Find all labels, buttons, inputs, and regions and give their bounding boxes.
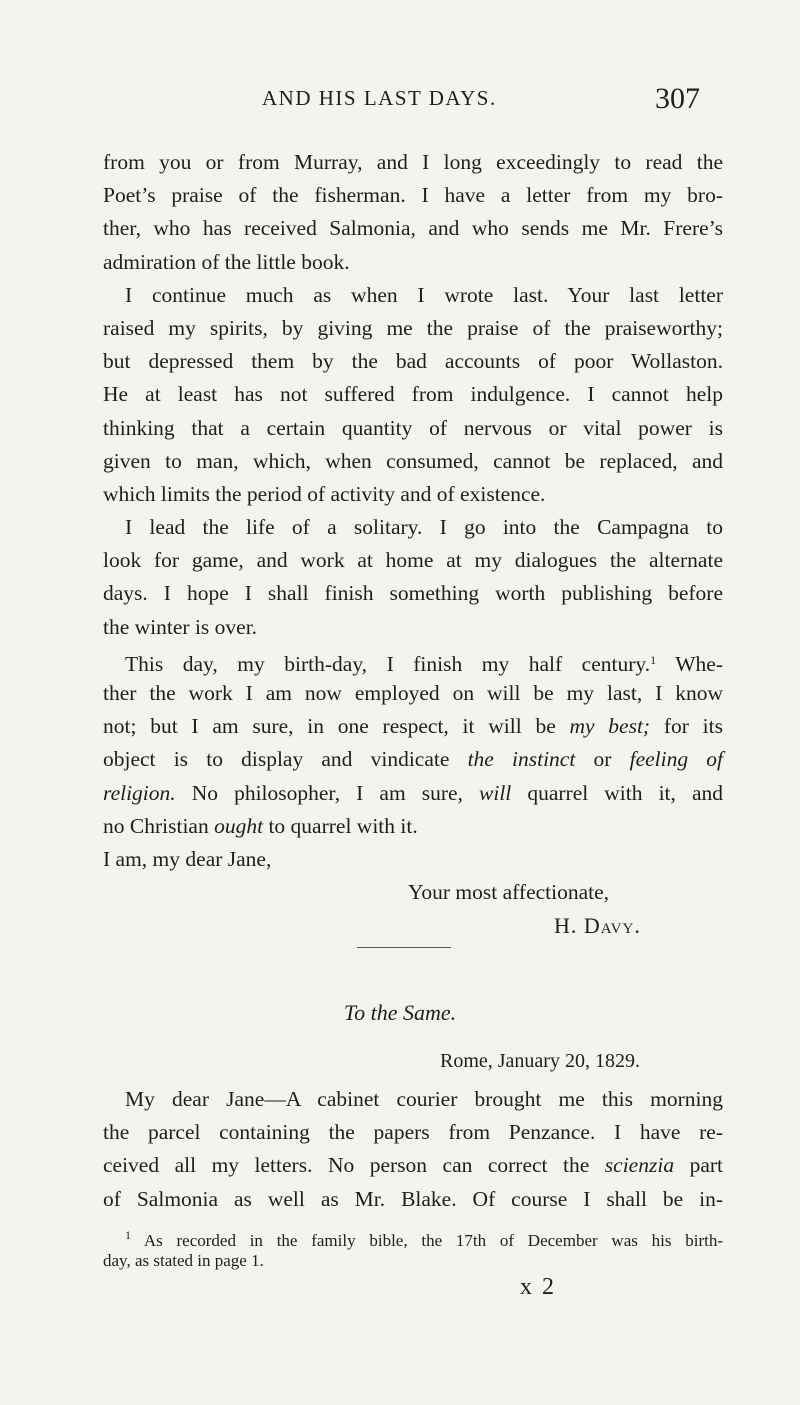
text-line: the parcel containing the papers from Penzance. I have re-: [103, 1120, 723, 1145]
italic-text: religion.: [103, 780, 176, 805]
text-run: As recorded in the family bible, the 17th of December was his birth-: [131, 1231, 723, 1250]
text-run: or: [575, 747, 630, 772]
letter2-body: [103, 1083, 723, 1216]
letter-title: To the Same.: [343, 1000, 457, 1025]
signature: H. Davy.: [554, 913, 641, 939]
page-header: [0, 82, 800, 126]
text-run: for its: [650, 714, 723, 739]
text-line: which limits the period of activity and of existence.: [103, 481, 546, 506]
text-line: [103, 810, 723, 843]
italic-text: will: [479, 780, 512, 805]
section-divider: [357, 947, 451, 948]
text-line: from you or from Murray, and I long exceedingly to read the: [103, 150, 723, 174]
dateline: Rome, January 20, 1829.: [440, 1050, 640, 1072]
footnote-ref: 1: [650, 652, 657, 667]
italic-text: feeling of: [629, 747, 723, 772]
text-line: ther the work I am now employed on will be my last, I know: [103, 681, 723, 705]
text-line: [103, 710, 723, 743]
text-run: to quarrel with it.: [263, 813, 418, 838]
text-run: object is to display and vindicate: [103, 747, 468, 772]
text-run: quarrel with it, and: [511, 780, 723, 805]
text-run: part: [674, 1153, 723, 1178]
text-line: Poet’s praise of the fisherman. I have a letter from my bro-: [103, 183, 723, 208]
footnote-marker: 1: [125, 1228, 131, 1242]
page-number: 307: [655, 82, 700, 115]
text-run: This day, my birth-day, I finish my half century.: [125, 651, 651, 676]
text-line: of Salmonia as well as Mr. Blake. Of course I shall be in-: [103, 1186, 723, 1211]
text-line: [103, 1149, 723, 1182]
running-head: AND HIS LAST DAYS.: [262, 86, 497, 110]
text-run: not; but I am sure, in one respect, it will be: [103, 714, 570, 739]
signature-mark: x 2: [520, 1274, 556, 1300]
text-line: but depressed them by the bad accounts of poor Wollaston.: [103, 349, 723, 374]
text-line: admiration of the little book.: [103, 249, 350, 274]
salutation: I am, my dear Jane,: [103, 846, 272, 871]
text-line: the winter is over.: [103, 614, 258, 639]
text-line: look for game, and work at home at my dialogues the alternate: [103, 548, 723, 573]
text-run: no Christian: [103, 813, 215, 838]
text-line: My dear Jane—A cabinet courier brought me this morning: [125, 1087, 723, 1111]
text-run: No philosopher, I am sure,: [175, 780, 479, 805]
text-line: given to man, which, when consumed, cannot be replaced, and: [103, 448, 723, 473]
letter-body: [103, 146, 723, 943]
footnote-line: day, as stated in page 1.: [103, 1251, 264, 1270]
text-run: ceived all my letters. No person can correct the: [103, 1153, 605, 1178]
footnote: [103, 1222, 723, 1274]
text-line: He at least has not suffered from indulgence. I cannot help: [103, 382, 723, 407]
text-line: days. I hope I shall finish something worth publishing before: [103, 581, 723, 606]
italic-text: my best;: [569, 714, 651, 739]
text-run: Whe-: [656, 651, 723, 676]
italic-text: ought: [214, 813, 264, 838]
text-line: thinking that a certain quantity of nervous or vital power is: [103, 415, 723, 440]
italic-text: the instinct: [467, 747, 576, 772]
text-line: [103, 743, 723, 776]
text-line: ther, who has received Salmonia, and who sends me Mr. Frere’s: [103, 216, 723, 241]
text-line: I lead the life of a solitary. I go into the Campagna to: [125, 515, 723, 540]
text-line: [103, 777, 723, 810]
text-line: [103, 644, 723, 677]
footnote-line: [103, 1222, 723, 1248]
text-line: I continue much as when I wrote last. Your last letter: [125, 282, 723, 307]
sign-off: Your most affectionate,: [408, 880, 610, 905]
italic-text: scienzia: [604, 1153, 675, 1178]
text-line: raised my spirits, by giving me the praise of the praiseworthy;: [103, 315, 723, 340]
